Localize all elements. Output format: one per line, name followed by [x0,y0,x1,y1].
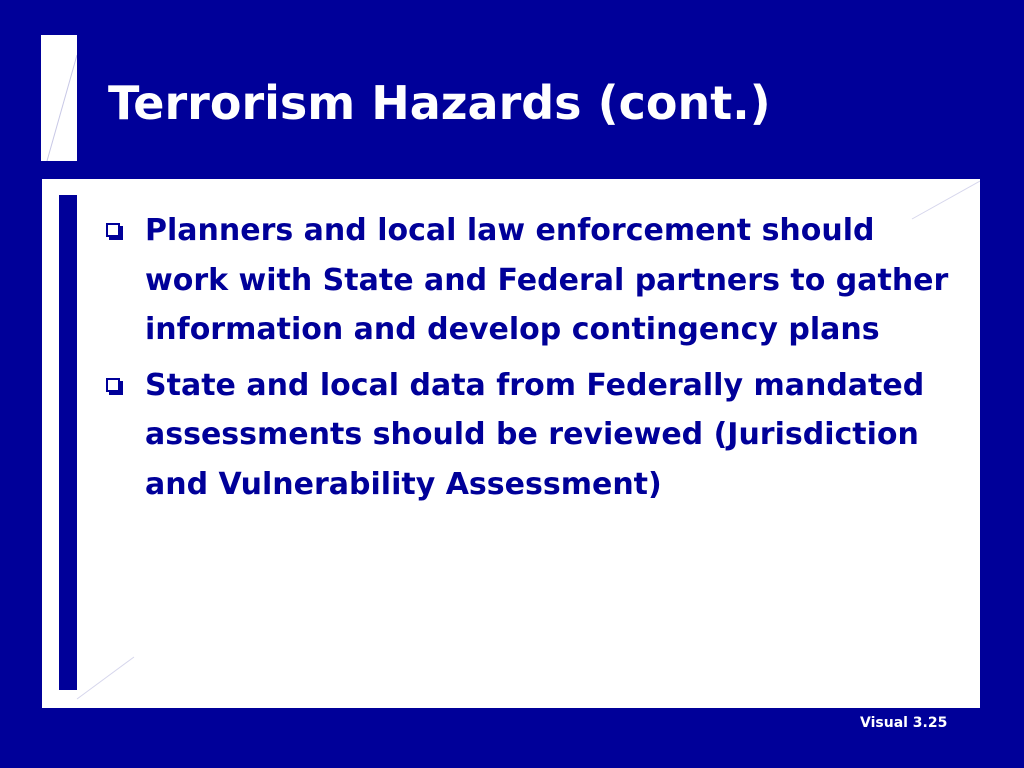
bullet-text: State and local data from Federally mandated assessments should be reviewed (Jurisdiction and Vulnerability Assessment) [145,367,925,502]
title-accent-bar [41,35,77,161]
bullet-item [104,206,964,355]
bullet-item [104,361,964,510]
content-panel [42,179,980,708]
bullet-text: Planners and local law enforcement should work with State and Federal partners to gather information and develop contingency plans [145,213,949,347]
hollow-square-bullet-icon [106,223,120,237]
slide-title: Terrorism Hazards (cont.) [108,76,771,130]
slide-number-footer: Visual 3.25 [860,715,948,731]
title-accent-stripe [41,35,77,161]
bullet-list [104,206,964,515]
hollow-square-bullet-icon [106,378,120,392]
content-accent-bar [59,195,77,690]
